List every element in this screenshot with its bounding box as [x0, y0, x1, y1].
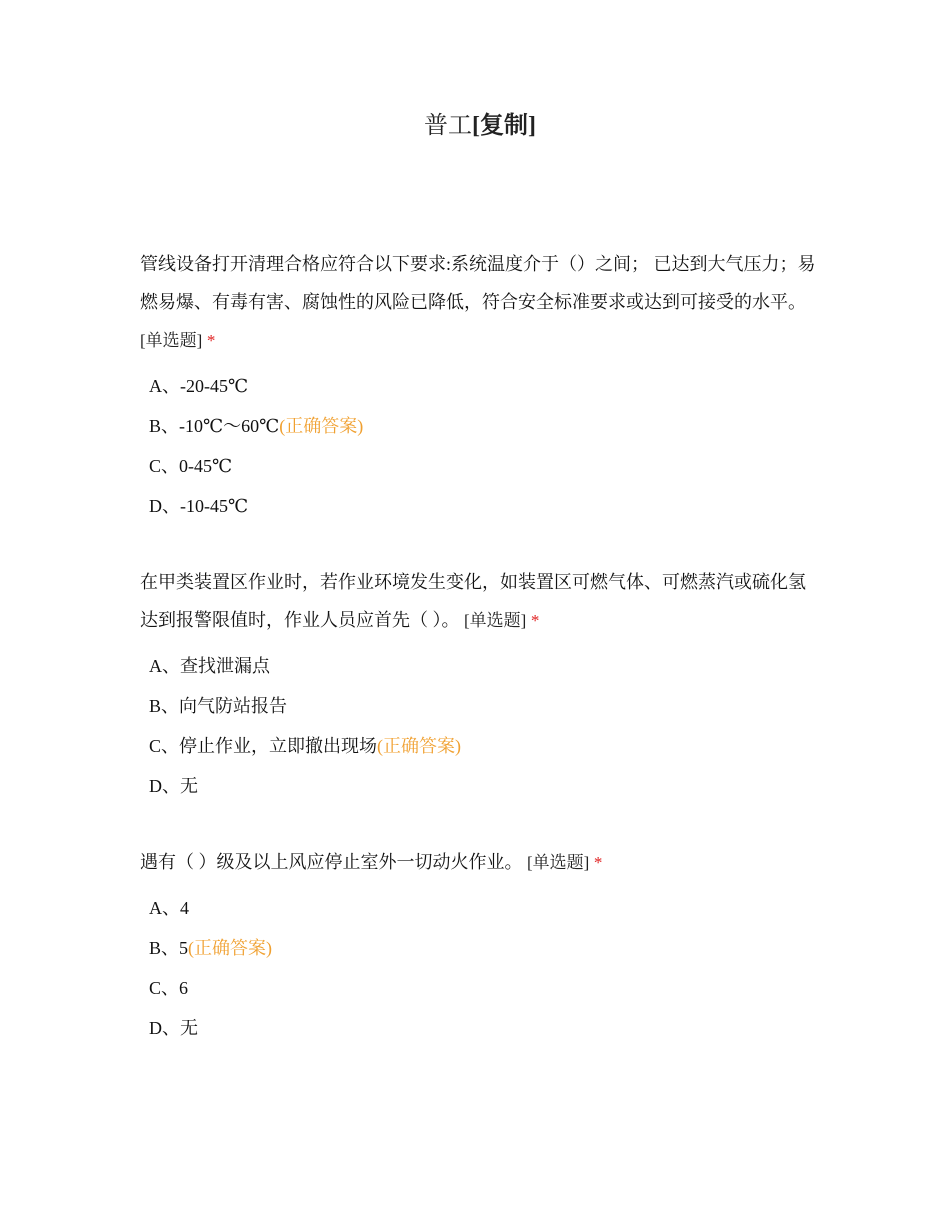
- title-copy-tag: [复制]: [472, 113, 536, 139]
- question-stem: 遇有（ ）级及以上风应停止室外一切动火作业。: [140, 852, 523, 872]
- option-list: [140, 646, 820, 806]
- option-label: B、-10℃～60℃: [149, 416, 280, 436]
- option-a[interactable]: [140, 646, 820, 686]
- option-c[interactable]: [140, 726, 820, 766]
- question-type-tag: [单选题]: [464, 611, 527, 630]
- required-mark: *: [530, 611, 540, 630]
- question-text: [140, 843, 820, 882]
- option-a[interactable]: [140, 366, 820, 406]
- option-b[interactable]: [140, 928, 820, 968]
- option-d[interactable]: [140, 766, 820, 806]
- option-label: D、无: [149, 776, 198, 796]
- correct-answer-tag: (正确答案): [279, 416, 364, 436]
- option-label: C、停止作业，立即撤出现场: [149, 736, 378, 756]
- question-text: [140, 245, 820, 360]
- option-list: [140, 888, 820, 1048]
- option-b[interactable]: [140, 406, 820, 446]
- question-3: [140, 843, 820, 1048]
- option-label: B、5: [149, 938, 189, 958]
- question-1: [140, 245, 820, 526]
- option-d[interactable]: [140, 486, 820, 526]
- question-type-tag: [单选题]: [140, 331, 203, 350]
- option-b[interactable]: [140, 686, 820, 726]
- option-label: A、4: [149, 898, 189, 918]
- question-type-tag: [单选题]: [527, 853, 590, 872]
- option-label: A、-20-45℃: [149, 376, 249, 396]
- required-mark: *: [593, 853, 603, 872]
- option-label: B、向气防站报告: [149, 696, 288, 716]
- option-label: A、查找泄漏点: [149, 656, 270, 676]
- page-title: [0, 110, 950, 142]
- title-main: 普工: [424, 113, 472, 139]
- option-label: D、无: [149, 1018, 198, 1038]
- option-c[interactable]: [140, 968, 820, 1008]
- required-mark: *: [206, 331, 216, 350]
- option-label: C、0-45℃: [149, 456, 233, 476]
- option-list: [140, 366, 820, 526]
- option-label: D、-10-45℃: [149, 496, 249, 516]
- question-text: [140, 563, 820, 640]
- option-label: C、6: [149, 978, 189, 998]
- option-a[interactable]: [140, 888, 820, 928]
- question-stem: 在甲类装置区作业时，若作业环境发生变化，如装置区可燃气体、可燃蒸汽或硫化氢达到报警限值时，作业人员应首先（ ）。: [140, 572, 806, 630]
- question-stem: 管线设备打开清理合格应符合以下要求:系统温度介于（）之间； 已达到大气压力；易燃易爆、有毒有害、腐蚀性的风险已降低，符合安全标准要求或达到可接受的水平。: [140, 254, 816, 312]
- correct-answer-tag: (正确答案): [188, 938, 273, 958]
- option-c[interactable]: [140, 446, 820, 486]
- question-2: [140, 563, 820, 806]
- option-d[interactable]: [140, 1008, 820, 1048]
- correct-answer-tag: (正确答案): [377, 736, 462, 756]
